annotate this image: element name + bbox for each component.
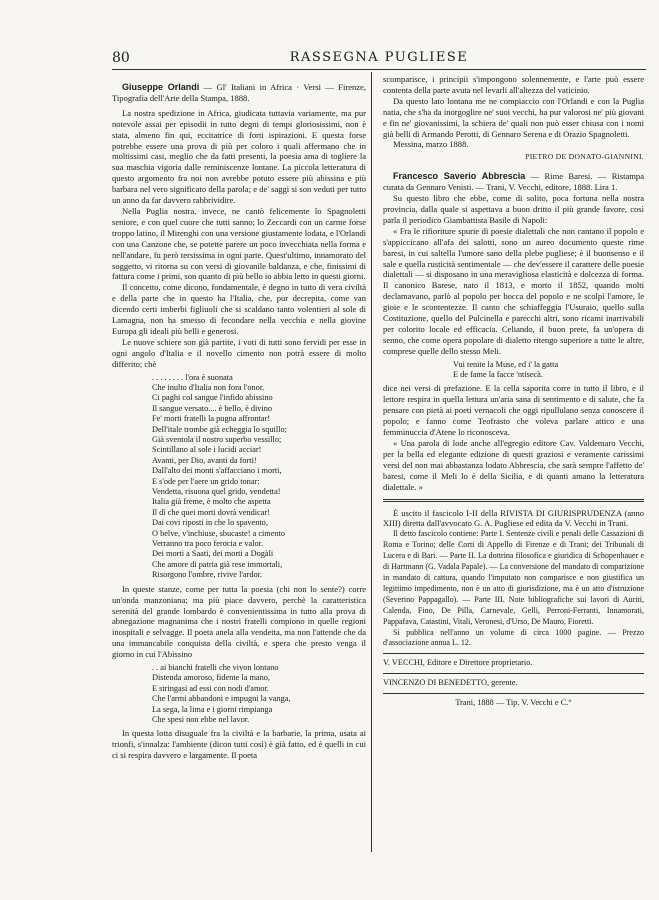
journal-title: RASSEGNA PUGLIESE (289, 50, 469, 65)
paragraph: scomparisce, i principii s'impongono solennemente, e l'arte può essere contenta della parte avuta nel levarli all'altezza del vaticinio. (383, 74, 644, 95)
column-divider (371, 72, 372, 852)
poem-excerpt-2: . . ai bianchi fratelli che vivon lontano Distenda amoroso, fidente la mano, E stringasi ad essi con nodi d'amor. Che l'armi abbandoni e impugni la vanga, La sega, la lima e i giorni rimpianga Che spesi non ebbe nel lavor. (152, 663, 291, 725)
entry-author: Francesco Saverio Abbrescia (393, 171, 526, 182)
imprint-rule (383, 693, 644, 694)
entry-title: — Gl' Italiani in Africa · Versi — Firenze, Tipografia dell'Arte della Stampa, 1888. (112, 82, 366, 103)
dialect-verse: Vui tenite la Muse, ed i' la gatta E de fame la facce 'ntisecà. (453, 359, 559, 380)
dateline: Messina, marzo 1888. (393, 139, 469, 150)
quote-paragraph: « Una parola di lode anche all'egregio editore Cav. Valdemaro Vecchi, per la bella ed elegante edizione di questi graziosi e veramente carissimi versi del non mai abbastanza lodato Abbrescia, che sarà sempre l'affetto de' baresi, come il Meli lo è della Sicilia, e di quanti amano la letteratura dialettale. » (383, 438, 644, 492)
review-entry-orlandi (112, 82, 366, 104)
section-divider (383, 499, 644, 502)
signature: PIETRO DE DONATO-GIANNINI. (525, 152, 644, 162)
running-header (112, 49, 646, 70)
paragraph: Su questo libro che ebbe, come di solito, poca fortuna nella nostra provincia, dalla quale si aspettava a buon dritto il più grande favore, così parla il periodico Giambattista Basile di Napoli: (383, 193, 644, 225)
entry-author: Giuseppe Orlandi (122, 82, 200, 92)
right-column (383, 74, 644, 709)
paragraph: La nostra spedizione in Africa, giudicata tuttavia variamente, ma pur notevole assai per episodii in tutto degni di tempi gloriosissimi, non è stata, almeno fin qui, eccitatrice di forti ispirazioni. E questa forse potrebbe essere una prova di più per coloro i quali affermano che in moltissimi casi, meglio che da fatti presenti, la poesia ama di togliere la sua maschia vigoria dalle reminiscenze lontane. La piccola letteratura di questo argomento fra noi non avrebbe potuto essere più abissina e più barbara nel vero significato della parola; e de' saggi si son veduti per tutto un anno da far davvero rabbrividire. (112, 107, 366, 206)
paragraph: Le nuove schiere son già partite, i voti di tutti sono fervidi per esse in ogni angolo d'Italia e il novello cimento non potrà essere di molto differito; chè (112, 336, 366, 369)
paragraph: Il concetto, come dicono, fondamentale, è degno in tutto di vera civiltà e della parte che in questo ha l'Italia, che, pur decrepita, come van dicendo certi imberbi figliuoli che si scaldano tanto volentieri al sole di Lamagna, non ha smesso di fecondare nella vecchia e nella giovine Europa gli ideali più belli e generosi. (112, 282, 366, 336)
publisher-line: V. VECCHI, Editore e Direttore proprietario. (383, 658, 533, 668)
printer-line: Trani, 1888 — Tip. V. Vecchi e C.° (455, 698, 572, 708)
manager-line: VINCENZO DI BENEDETTO, gerente. (383, 678, 518, 688)
paragraph: In queste stanze, come per tutta la poesia (chi non lo sente?) corre un'onda manzoniana; ma più piace davvero, perchè la caratteristica serenità del grande lombardo è convenientissima in tutto alla prova di abnegazione magnanima che i nostri fratelli compiono in quelle regioni inospitali e selvagge. Il poeta anela alla vendetta, ma non l'attende che da una immancabile conquista della civiltà, e spera che presto venga il giorno in cui l'Abissino (112, 583, 366, 660)
review-entry-abbrescia (383, 171, 644, 193)
page-number: 80 (112, 50, 130, 66)
paragraph: Nella Puglia nostra, invece, ne cantò felicemente lo Spagnoletti seniore, e con quel cuore che tutti sanno; lo Zeccardi con un carme forse troppo latino, il Mirenghi con una versione giustamente lodata, e l'Orlandi con una Canzone che, se potette parere un poco invecchiata nella forma e nell'andare, fu però tersissima in ogni parte. Quest'ultimo, innamorato del soggetto, vi ritorna su con versi di giovanile baldanza, e che, finissimi di fattura come i primi, son quanto di più bello io abbia letto in questi giorni. (112, 205, 366, 282)
paragraph: Da questo lato lontana me ne compiaccio con l'Orlandi e con la Puglia natia, che s'ha da inorgoglire ne' suoi vecchi, ha pur valorosi ne' più giovani e fin ne' giovanissimi, la schiera de' quali non può esser chiusa con i nomi già belli di Armando Perotti, di Gennaro Serena e di Orazio Spagnoletti. (383, 95, 644, 139)
notice-contents: Il detto fascicolo contiene: Parte I. Sentenze civili e penali delle Cassazioni di Roma e Torino; delle Corti di Appello di Firenze e di Trani; dei Tribunali di Lucera e di Bari. — Parte II. La dottrina filosofica e giuridica di Schopenhauer e di Hartmann (G. Vadala Papale). — La conversione del mandato di comparizione in mandato di cattura, quando l'imputato non comparisce e non giustifica un legittimo impedimento, non è un atto di giurisdizione, ma è un atto d'istruzione (Severino Pappagallo). — Parte III. Note bibliografiche sui lavori di Auriti, Calenda, Fino, De Pilla, Carnevale, Gelli, Perroni-Ferranti, Innamorati, Pappafava, Catastini, Vitali, Veronesi, d'Urso, De Mauro, Fioretti. (383, 529, 644, 626)
paragraph: dice nei versi di prefazione. E la cella saporita corre in tutto il libro, e il lettore respira in quella lettura un'aria sana di sentimento e di salute, che fa pensare con pietà ai poeti vernacoli che oggi ripullulano senza conoscere il popolo; e fanno come Teofrasto che voleva parlare attico e una femminuccia d'Atene lo riconosceva. (383, 383, 644, 438)
quote-paragraph: « Fra le rifioriture spurie di poesie dialettali che non cantano il popolo e s'appiccicano all'afa dei salotti, sono un aureo documento queste rime baresi, in cui saltella l'umore sano della plebe pugliese; è il buonsenso e il sale e quella rusticità sentimentale — che dev'essere il carattere delle poesie dialettali — si disposano in una meravigliosa elasticità e dolcezza di forma. Il canonico Barese, nato il 1813, e morto il 1852, quando molti declamavano, parlò al popolo per bocca del popolo e ne scolpì l'amore, le gioie e le scontentezze. Il canto che schiaffeggia l'Usuraio, quello sulla Costituzione, quello del Pulcinella e parecchi altri, sono ricami inarrivabili per colorito locale ed efficacia. Celiando, il buon prete, fa un'opera di senno, che come opera popolare di dialetto ritengo superiore a tutte le altre, comprese quelle dello stesso Meli. (383, 225, 644, 356)
entry-title: — Rime Baresi. — Ristampa curata da Gennaro Venisti. — Trani, V. Vecchi, editore, 1888. Lira 1. (383, 171, 644, 193)
subscription-note: Si pubblica nell'anno un volume di circa 1000 pagine. — Prezzo d'associazione annua L. 12. (383, 627, 644, 648)
left-column (112, 74, 366, 761)
notice-paragraph: È uscito il fascicolo I-II della RIVISTA DI GIURISPRUDENZA (anno XIII) diretta dall'avvocato G. A. Pugliese ed edita da V. Vecchi in Trani. (383, 507, 644, 529)
poem-excerpt-1: . . . . . . . . l'ora è suonata Che inulto d'Italia non fora l'onor. Ci paghi col sangue l'infido abissino Il sangue versato.... è bello, è divino Fe' morti fratelli la pugna affrontar! Dell'itale trombe già echeggia lo squillo; Già sventola il nostro superbo vessillo; Scintillano al sole i lucidi acciar! Avanti, per Dio, avanti da forti! Dall'alto dei monti s'affacciano i morti, E s'ode per l'aere un grido tonar: Vendetta, risuona quel grido, vendetta! Italia già freme, è molto che aspetta Il dì che quei morti dovrà vendicar! Dai covi riposti in che lo spavento, O belve, v'inchiuse, sbucaste! a cimento Verranno tra poco ferocia e valor. Dei morti a Saati, dei morti a Dogàli Che amore di patria già rese immortali, Risorgono l'ombre, rivive l'ardor. (152, 372, 287, 580)
paragraph: In questa lotta disuguale fra la civiltà e la barbarie, la prima, usata ai trionfi, s'innalza: l'ambiente (dicon tutti così) è già fatto, ed è quelli in cui ci si respira davvero e largamente. Il poeta (112, 728, 366, 761)
imprint-rule (383, 673, 644, 674)
imprint-rule (383, 653, 644, 654)
